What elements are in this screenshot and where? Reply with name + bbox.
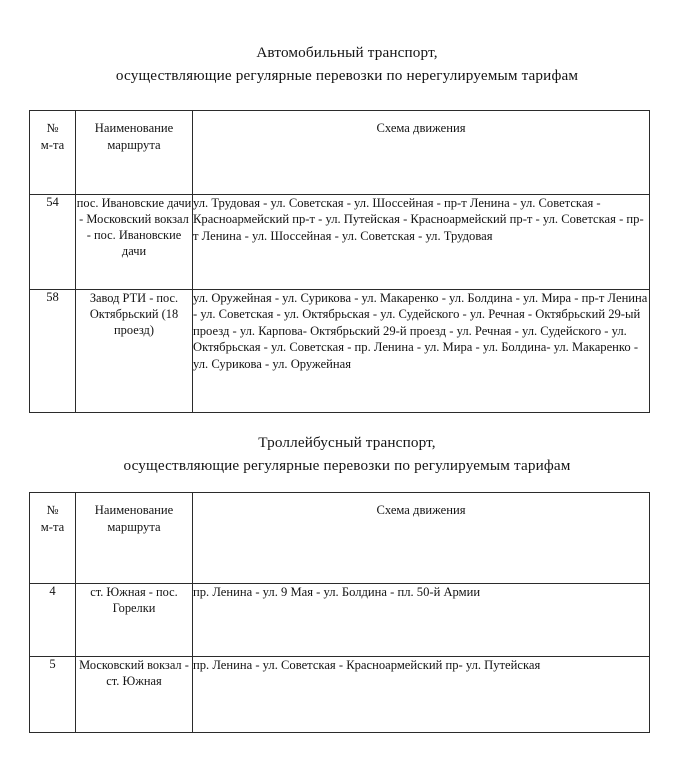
column-header-number — [30, 493, 76, 584]
cell-route-scheme: пр. Ленина - ул. Советская - Красноармейский пр- ул. Путейская — [193, 657, 650, 733]
column-header-route-name-line2: маршрута — [107, 138, 161, 152]
column-header-scheme — [193, 493, 650, 584]
column-header-number-line2: м-та — [40, 138, 65, 152]
cell-route-number: 54 — [30, 195, 76, 290]
cell-route-name: Завод РТИ - пос. Октябрьский (18 проезд) — [76, 290, 193, 413]
section-title-line1: Автомобильный транспорт, — [256, 44, 438, 61]
table-header-row — [30, 493, 650, 584]
column-header-number-line1: № — [46, 121, 59, 135]
cell-route-scheme: пр. Ленина - ул. 9 Мая - ул. Болдина - пл. 50-й Армии — [193, 584, 650, 657]
section-title-line1: Троллейбусный транспорт, — [258, 434, 436, 451]
section-title-line2: осуществляющие регулярные перевозки по нерегулируемым тарифам — [115, 67, 579, 84]
cell-route-name: ст. Южная - пос. Горелки — [76, 584, 193, 657]
section-title-automobile — [0, 41, 694, 87]
column-header-scheme-label: Схема движения — [376, 503, 466, 517]
column-header-route-name-line2: маршрута — [107, 520, 161, 534]
cell-route-name: пос. Ивановские дачи - Московский вокзал - пос. Ивановские дачи — [76, 195, 193, 290]
column-header-number — [30, 111, 76, 195]
column-header-number-line2: м-та — [40, 520, 65, 534]
table-row — [30, 290, 650, 413]
cell-route-number: 4 — [30, 584, 76, 657]
table-row — [30, 195, 650, 290]
column-header-route-name-line1: Наименование — [94, 503, 174, 517]
column-header-number-line1: № — [46, 503, 59, 517]
section-title-line2: осуществляющие регулярные перевозки по регулируемым тарифам — [123, 457, 571, 474]
routes-table-automobile — [29, 110, 650, 413]
cell-route-name: Московский вокзал - ст. Южная — [76, 657, 193, 733]
column-header-route-name — [76, 111, 193, 195]
column-header-scheme-label: Схема движения — [376, 121, 466, 135]
table-row — [30, 657, 650, 733]
table-row — [30, 584, 650, 657]
cell-route-number: 5 — [30, 657, 76, 733]
column-header-route-name — [76, 493, 193, 584]
cell-route-scheme: ул. Трудовая - ул. Советская - ул. Шоссейная - пр-т Ленина - ул. Советская - Красноармейский пр-т - ул. Путейская - Красноармейский пр-т - ул. Советская - пр-т Ленина - ул. Шоссейная - ул. Советская - ул. Трудовая — [193, 195, 650, 290]
table-header-row — [30, 111, 650, 195]
section-title-trolleybus — [0, 431, 694, 477]
cell-route-number: 58 — [30, 290, 76, 413]
cell-route-scheme: ул. Оружейная - ул. Сурикова - ул. Макаренко - ул. Болдина - ул. Мира - пр-т Ленина - ул. Советская - ул. Октябрьская - ул. Судейского - ул. Речная - Октябрьский 29-ый проезд - ул. Карпова- Октябрьский 29-й проезд - ул. Речная - ул. Судейского - ул. Октябрьская - ул. Советская - пр. Ленина - ул. Мира - ул. Болдина- ул. Макаренко - ул. Сурикова - ул. Оружейная — [193, 290, 650, 413]
column-header-scheme — [193, 111, 650, 195]
routes-table-trolleybus — [29, 492, 650, 733]
column-header-route-name-line1: Наименование — [94, 121, 174, 135]
